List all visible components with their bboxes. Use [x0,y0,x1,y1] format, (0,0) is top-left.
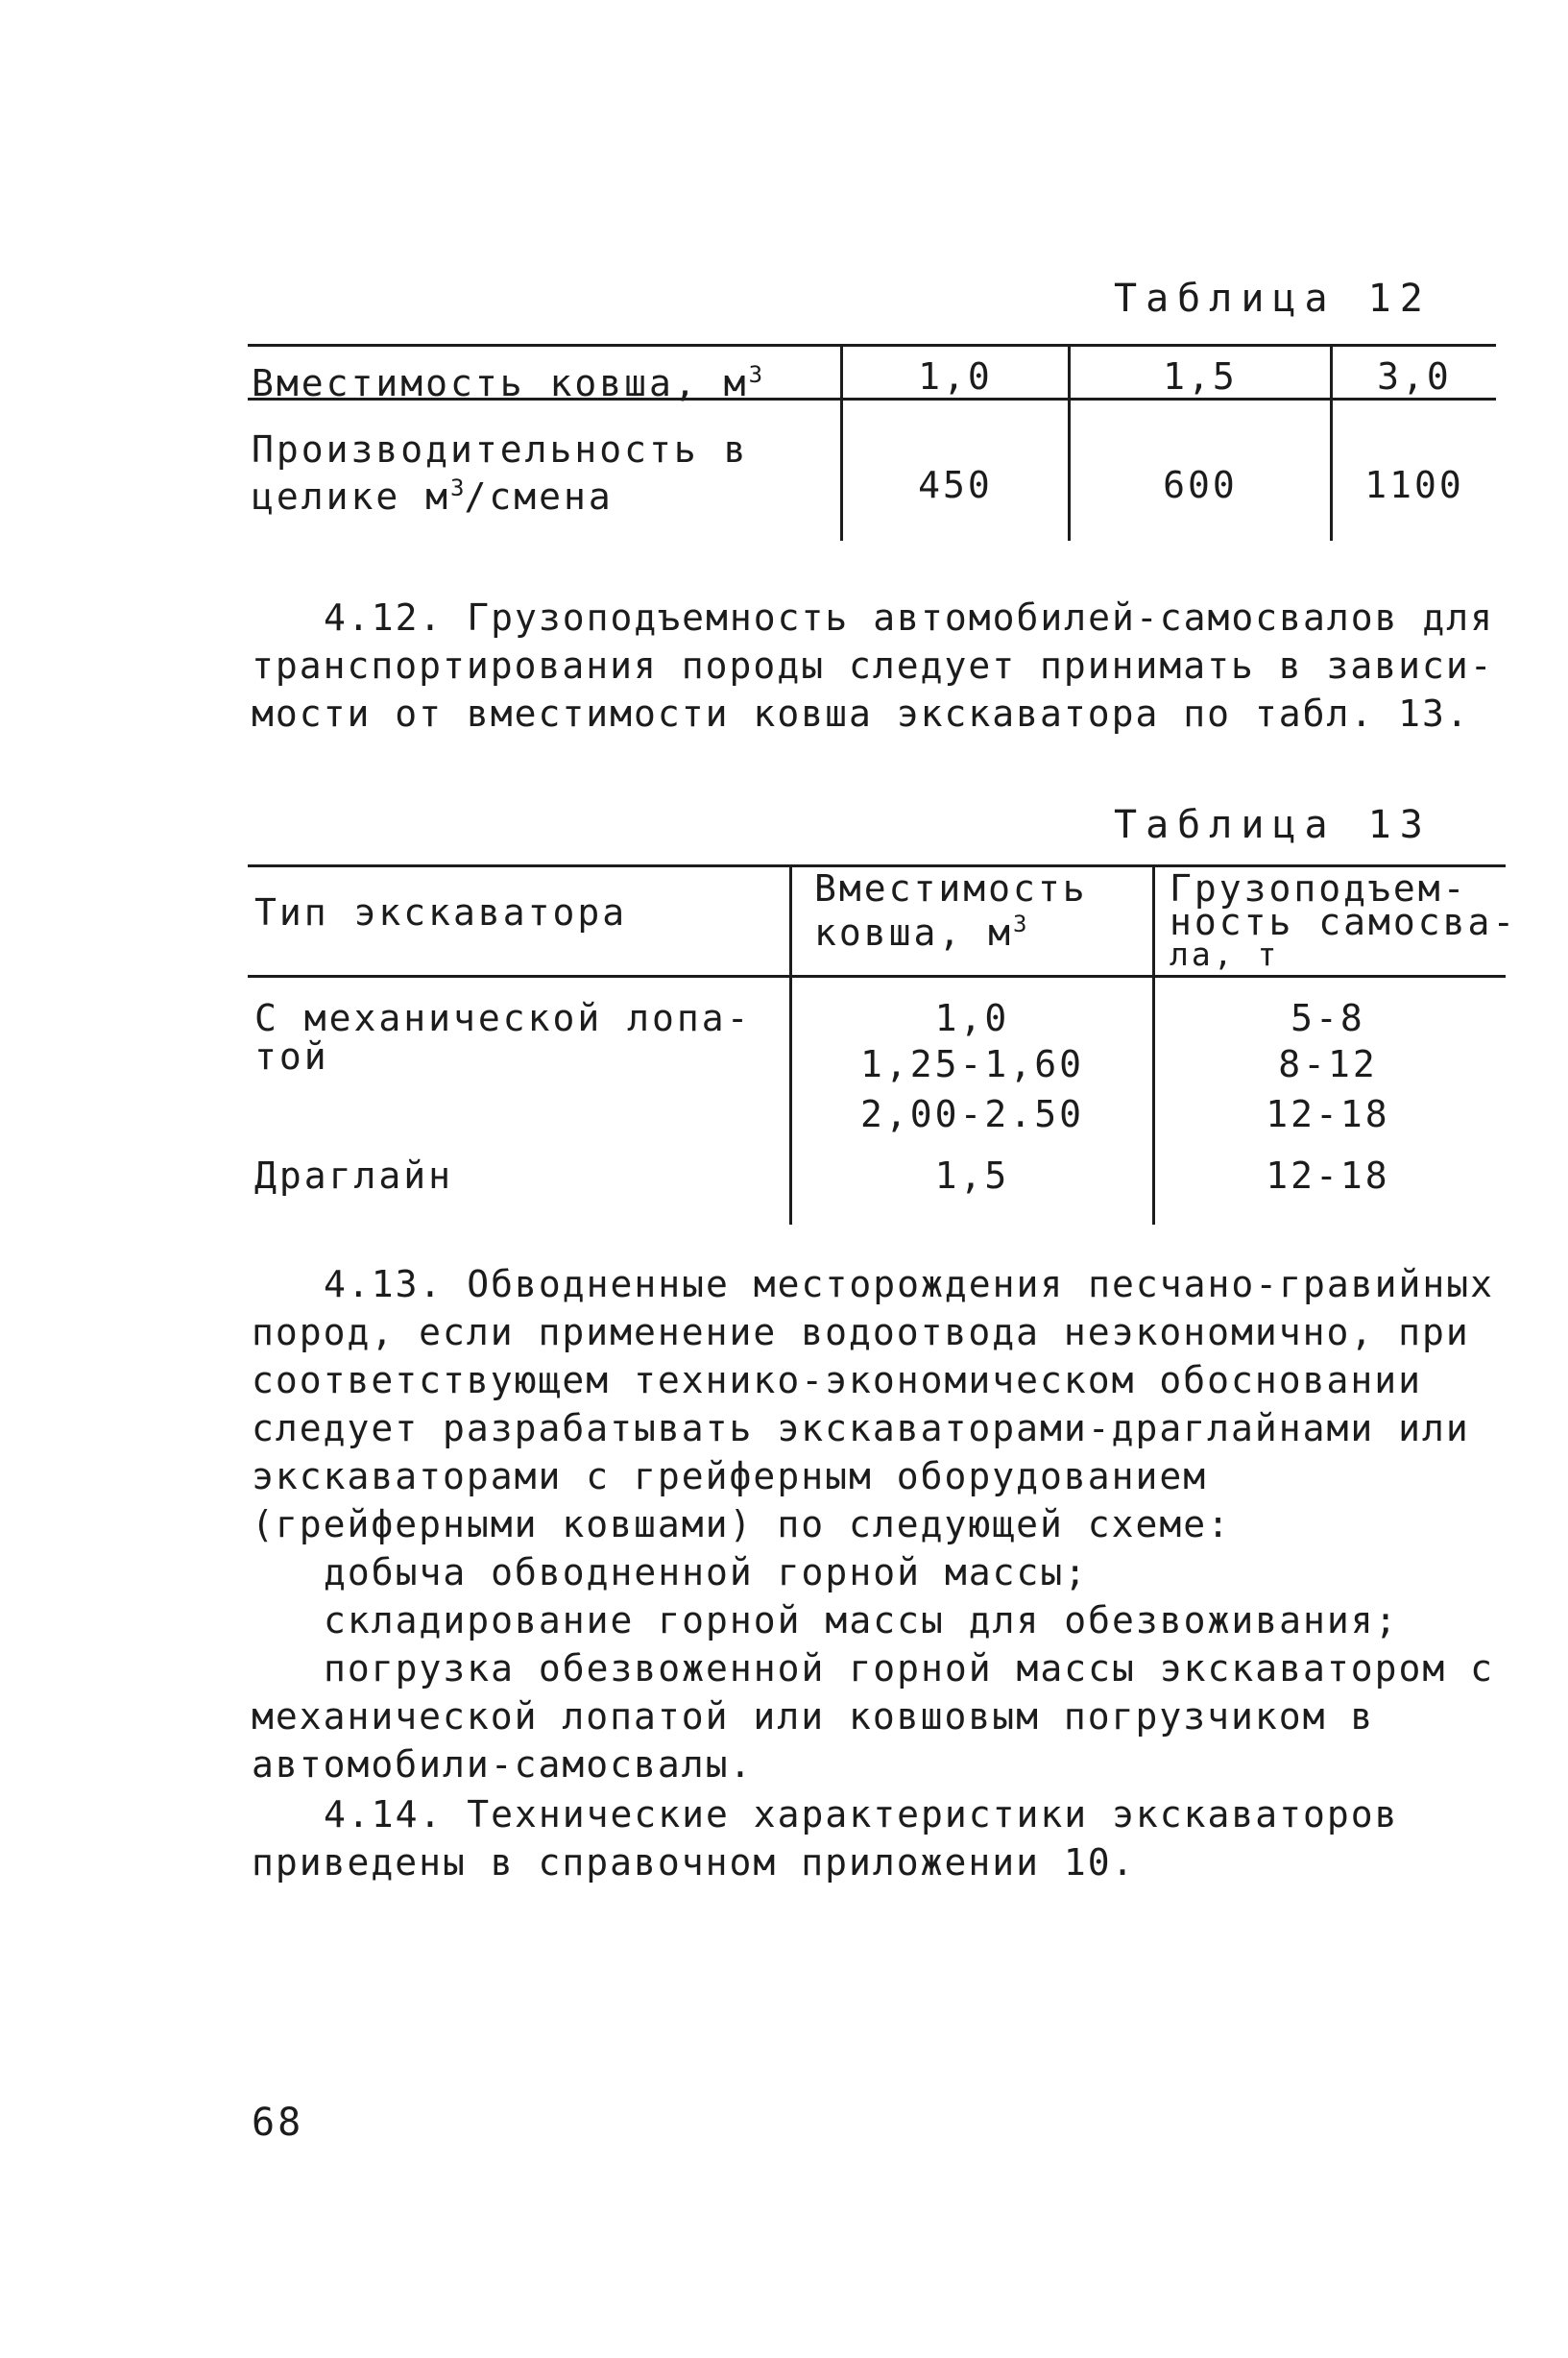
table-13-caption: Таблица 13 [1114,803,1432,847]
table-13-load-cell: 8-12 [1278,1043,1378,1085]
table-12-top-rule [248,344,1496,347]
table-12-volume-cell: 1,5 [1163,355,1238,398]
table-13-header-load: Грузоподъем- [1170,867,1468,910]
table-12-row-label: Вместимость ковша, $м^3$ [252,361,763,404]
table-12-productivity-cell: 600 [1163,464,1238,506]
table-13-load-cell: 5-8 [1291,997,1365,1039]
table-12-caption: Таблица 12 [1114,277,1432,321]
table-13-type-cell: Драглайн [254,1155,454,1197]
list-item: добыча обводненной горной массы; [324,1551,1089,1593]
table-13-capacity-cell: 1,0 [934,997,1010,1039]
table-12-row-label: целике $м^3$/смена [252,474,614,518]
table-13-header-capacity: Вместимость [814,867,1088,910]
table-13-capacity-cell: 2,00-2.50 [860,1093,1084,1135]
table-13-header-load: ность самосва- [1170,901,1518,943]
table-13-load-cell: 12-18 [1266,1155,1390,1197]
table-13-header-load: ла, т [1170,936,1280,973]
table-12-row-label: Производительность в [252,428,749,471]
table-12-productivity-cell: 1100 [1364,464,1464,506]
table-12-volume-cell: 1,0 [918,355,993,398]
list-item: погрузка обезвоженной горной массы экскаватором с механической лопатой или ковшовым погрузчиком в автомобили-самосвалы. [252,1647,1495,1786]
page-number: 68 [252,2101,304,2145]
table-13-type-cell: той [254,1035,329,1078]
table-12-productivity-cell: 450 [918,464,993,506]
paragraph-4-14: 4.14. Технические характеристики экскаваторов приведены в справочном приложении 10. [252,1793,1399,1884]
table-12-volume-cell: 3,0 [1377,355,1452,398]
table-13-load-cell: 12-18 [1266,1093,1390,1135]
list-item: складирование горной массы для обезвоживания; [324,1599,1399,1641]
table-13-type-cell: С механической лопа- [254,997,752,1039]
table-13-header-capacity: ковша, $м^3$ [814,911,1027,954]
table-13-capacity-cell: 1,25-1,60 [860,1043,1084,1085]
paragraph-4-12: 4.12. Грузоподъемность автомобилей-самосвалов для транспортирования породы следует принимать в зависи- мости от вместимости ковша экскаватора по табл. 13. [252,596,1495,735]
table-13-capacity-cell: 1,5 [934,1155,1010,1197]
paragraph-4-13: 4.13. Обводненные месторождения песчано-гравийных пород, если применение водоотвода неэкономично, при соответствующем технико-экономическом обосновании следует разрабатывать экскаваторами-драглайнами или экскаваторами с грейферным оборудованием (грейферными ковшами) по следующей схеме: добыча обводненной горной массы; складирование горной массы для обезвоживания; погрузка обезвоженной горной массы экскаватором с механической лопатой или ковшовым погрузчиком в автомобили-самосвалы. [252,1260,1509,1788]
table-13-header-type: Тип экскаватора [254,891,628,934]
table-13-header-rule [248,975,1506,978]
